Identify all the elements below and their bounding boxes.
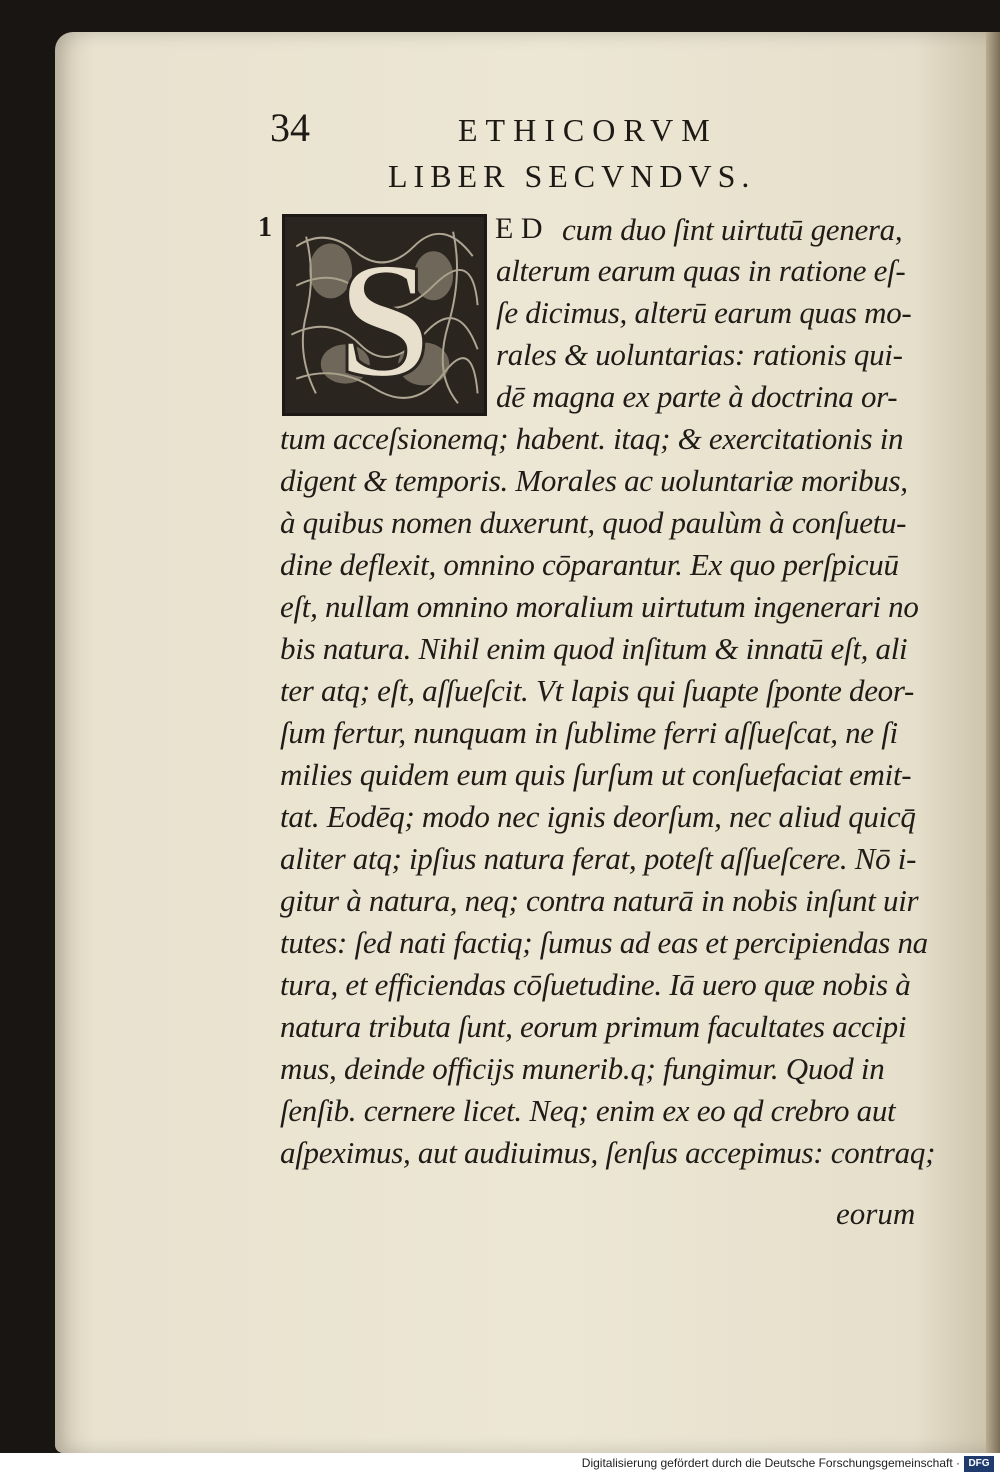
page-number: 34 — [270, 105, 310, 150]
text-line: tutes: ſed nati factiq; ſumus ad eas et percipiendas na — [280, 925, 928, 960]
text-line: aliter atq; ipſius natura ferat, poteſt aſſueſcere. Nō i- — [280, 841, 917, 876]
text-line: natura tributa ſunt, eorum primum facultates accipi — [280, 1009, 907, 1044]
text-line: rales & uoluntarias: rationis qui- — [496, 337, 903, 372]
text-line: aſpeximus, aut audiuimus, ſenſus accepimus: contraq; — [280, 1135, 936, 1170]
text-line: cum duo ſint uirtutū genera, — [562, 212, 903, 247]
book-title: LIBER SECVNDVS. — [388, 158, 756, 194]
running-title: ETHICORVM — [458, 112, 718, 148]
first-line-caps: E D — [495, 212, 543, 245]
page-edge — [986, 32, 1000, 1453]
footer-credit: Digitalisierung gefördert durch die Deutsche Forschungsgemeinschaft · — [581, 1456, 960, 1470]
margin-number: 1 — [258, 212, 272, 243]
text-line: dē magna ex parte à doctrina or- — [496, 379, 898, 414]
text-line: milies quidem eum quis ſurſum ut conſuefaciat emit- — [280, 757, 912, 792]
text-line: ter atq; eſt, aſſueſcit. Vt lapis qui ſuapte ſponte deor- — [280, 673, 915, 708]
text-line: digent & temporis. Morales ac uoluntariæ moribus, — [280, 463, 908, 498]
text-line: ſe dicimus, alterū earum quas mo- — [496, 295, 912, 330]
text-line: tum acceſsionemq; habent. itaq; & exercitationis in — [280, 421, 904, 456]
text-line: à quibus nomen duxerunt, quod paulùm à conſuetu- — [280, 505, 907, 540]
text-line: mus, deinde officijs munerib.q; fungimur. Quod in — [280, 1051, 885, 1086]
text-line: gitur à natura, neq; contra naturā in nobis inſunt uir — [280, 883, 919, 918]
dfg-logo-icon: DFG — [964, 1456, 994, 1472]
text-line: alterum earum quas in ratione eſ- — [496, 253, 906, 288]
catchword: eorum — [836, 1196, 916, 1231]
text-line: eſt, nullam omnino moralium uirtutum ingenerari no — [280, 589, 919, 624]
text-line: tura, et efficiendas cōſuetudine. Iā uero quæ nobis à — [280, 967, 911, 1002]
running-head — [270, 104, 930, 154]
text-line: ſenſib. cernere licet. Neq; enim ex eo qd crebro aut — [280, 1093, 896, 1128]
text-line: dine deflexit, omnino cōparantur. Ex quo perſpicuū — [280, 547, 899, 582]
footer-bar — [0, 1453, 1000, 1475]
text-line: bis natura. Nihil enim quod inſitum & innatū eſt, ali — [280, 631, 908, 666]
woodcut-initial-s-icon — [285, 217, 484, 413]
svg-text:S: S — [338, 228, 431, 413]
text-line: tat. Eodēq; modo nec ignis deorſum, nec aliud quicq̄ — [280, 799, 916, 834]
decorated-initial — [282, 214, 487, 416]
text-line: ſum fertur, nunquam in ſublime ferri aſſueſcat, ne ſi — [280, 715, 898, 750]
